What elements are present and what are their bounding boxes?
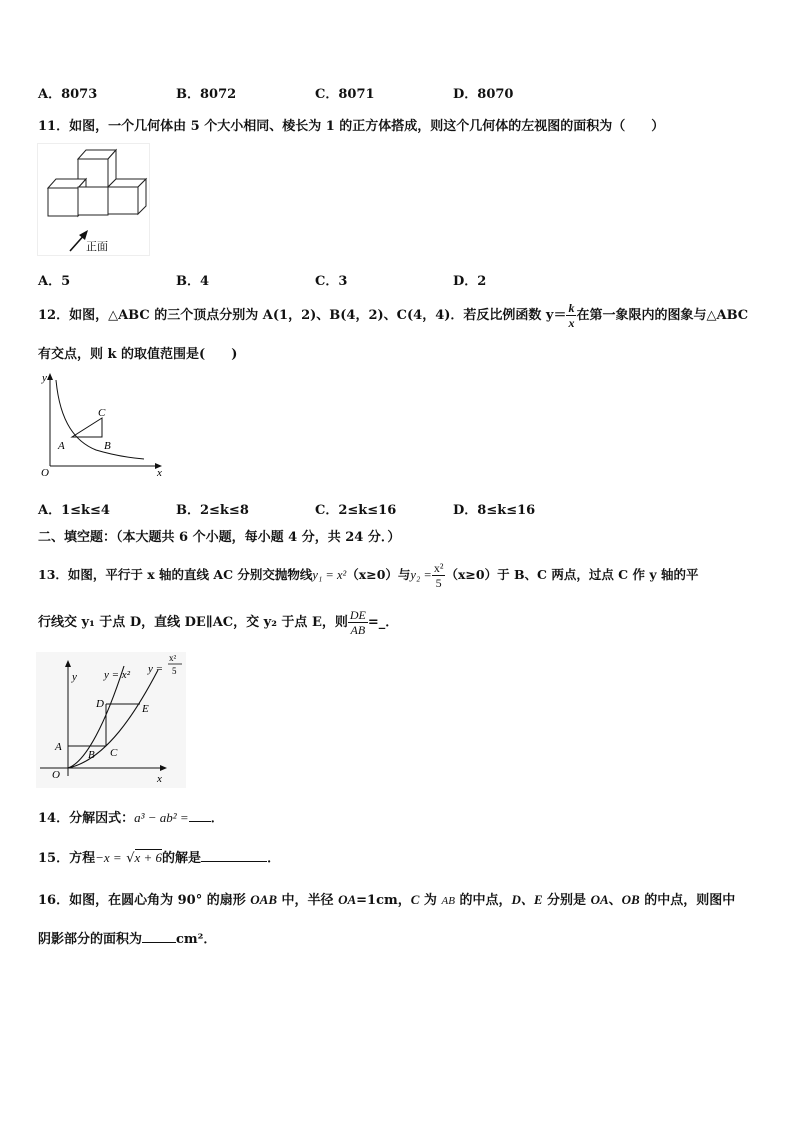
q14-stem: 14．分解因式：a³ − ab² = ． — [38, 810, 224, 826]
q12-stem-line2: 有交点，则 k 的取值范围是( ) — [38, 347, 238, 362]
q10-option-b: B．8072 — [176, 87, 237, 102]
svg-text:5: 5 — [172, 666, 177, 676]
q11-option-a: A．5 — [38, 274, 71, 289]
svg-text:x: x — [157, 467, 162, 479]
svg-text:A: A — [55, 741, 62, 753]
q10-option-a: A．8073 — [38, 87, 98, 102]
q15-answer-blank — [201, 861, 267, 862]
q11-option-c: C．3 — [315, 274, 348, 289]
q11-option-b: B．4 — [176, 274, 210, 289]
k-over-x-fraction: $\frac{k}{x}$ — [568, 301, 575, 330]
de-over-ab-fraction: $\frac{DE}{AB}$ — [349, 608, 366, 637]
svg-text:E: E — [142, 703, 149, 715]
q11-stem: 11．如图，一个几何体由 5 个大小相同、棱长为 1 的正方体搭成，则这个几何体的左视图的面积为（ ） — [38, 119, 665, 134]
svg-text:B: B — [88, 749, 95, 761]
q12-graph — [36, 368, 166, 480]
svg-text:y: y — [72, 671, 77, 683]
q14-answer-blank — [189, 821, 211, 822]
q15-stem: 15．方程−x = √x + 6的解是 ． — [38, 850, 281, 866]
svg-text:D: D — [96, 698, 104, 710]
q12-option-d: D．8≤k≤16 — [453, 503, 536, 518]
q11-option-d: D．2 — [453, 274, 487, 289]
svg-text:y =: y = — [148, 663, 164, 675]
q12-option-b: B．2≤k≤8 — [176, 503, 249, 518]
q16-answer-blank — [142, 942, 176, 943]
svg-text:A: A — [58, 440, 65, 452]
q16-stem-line1: 16．如图，在圆心角为 90° 的扇形 OAB 中，半径 OA=1cm，C 为 AB 的中点，D、E 分别是 OA、OB 的中点，则图中 — [38, 892, 736, 908]
svg-text:B: B — [104, 440, 111, 452]
svg-text:y: y — [42, 372, 47, 384]
q12-stem-line1: 12．如图，△ABC 的三个顶点分别为 A(1，2)、B(4，2)、C(4，4)．若反比例函数 y＝ $\frac{k}{x}$ 在第一象限内的图象与△ABC — [38, 301, 749, 330]
svg-text:O: O — [41, 467, 49, 479]
q13-stem-line2: 行线交 y₁ 于点 D，直线 DE∥AC，交 y₂ 于点 E，则 $\frac{DE}{AB}$ =_． — [38, 608, 399, 637]
q12-option-a: A．1≤k≤4 — [38, 503, 110, 518]
svg-text:y = x²: y = x² — [104, 669, 130, 681]
q10-option-d: D．8070 — [453, 87, 514, 102]
svg-text:x: x — [157, 773, 162, 785]
svg-text:C: C — [98, 407, 106, 419]
q13-stem-line1: 13．如图，平行于 x 轴的直线 AC 分别交抛物线y₁ = x²（x≥0）与y₂ = $\frac{\text{x²}}{5}$ （x≥0）于 B、C 两点，过点 C 作 y 轴的平 — [38, 561, 699, 590]
arc-ab: AB — [441, 895, 455, 907]
svg-text:x²: x² — [169, 653, 177, 663]
q11-front-label: 正面 — [86, 241, 108, 253]
svg-text:O: O — [52, 769, 60, 781]
svg-text:C: C — [110, 747, 118, 759]
section-heading: 二、填空题：（本大题共 6 个小题，每小题 4 分，共 24 分．） — [38, 530, 401, 545]
q12-option-c: C．2≤k≤16 — [315, 503, 397, 518]
q11-cube-figure — [37, 143, 151, 257]
q10-option-c: C．8071 — [315, 87, 375, 102]
q13-graph — [36, 652, 186, 788]
q16-stem-line2: 阴影部分的面积为 cm²． — [38, 932, 217, 947]
